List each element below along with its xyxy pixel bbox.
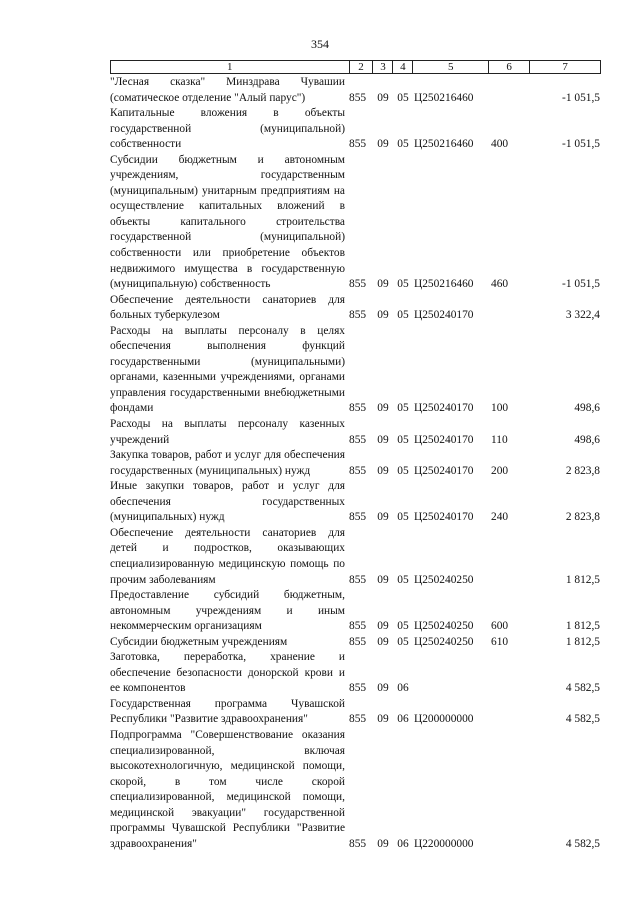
- row-ministry-code: 855: [349, 837, 367, 850]
- row-ministry-code: 855: [349, 511, 367, 524]
- row-target-article: Ц250240250: [414, 573, 474, 586]
- row-ministry-code: 855: [349, 620, 367, 633]
- row-description: Закупка товаров, работ и услуг для обеспечения государственных (муниципальных) нужд: [110, 449, 345, 477]
- row-subsection: 05: [397, 573, 409, 586]
- row-section: 09: [377, 682, 389, 695]
- row-amount: 498,6: [574, 433, 600, 446]
- row-subsection: 05: [397, 278, 409, 291]
- row-ministry-code: 855: [349, 635, 367, 648]
- table-row: [110, 588, 601, 635]
- row-ministry-code: 855: [349, 433, 367, 446]
- row-section: 09: [377, 837, 389, 850]
- table-row: [110, 324, 601, 417]
- table-row: [110, 526, 601, 588]
- row-target-article: Ц250240170: [414, 511, 474, 524]
- header-col-3: 3: [373, 61, 393, 73]
- row-description: Расходы на выплаты персоналу казенных учреждений: [110, 418, 345, 446]
- row-amount: 1 812,5: [565, 635, 600, 648]
- row-description: Государственная программа Чувашской Республики "Развитие здравоохранения": [110, 697, 345, 726]
- row-subsection: 06: [397, 837, 409, 850]
- row-description: Иные закупки товаров, работ и услуг для обеспечения государственных (муниципальных) нужд: [110, 480, 345, 524]
- table-row: [110, 293, 601, 324]
- row-target-article: Ц250240170: [414, 402, 474, 415]
- row-expense-type: 460: [491, 278, 509, 291]
- row-description: Обеспечение деятельности санаториев для больных туберкулезом: [110, 293, 345, 322]
- row-ministry-code: 855: [349, 402, 367, 415]
- row-amount: 4 582,5: [565, 713, 600, 726]
- row-subsection: 06: [397, 682, 409, 695]
- row-expense-type: 600: [491, 620, 509, 633]
- header-col-7: 7: [530, 61, 601, 73]
- row-subsection: 05: [397, 635, 409, 648]
- header-col-2: 2: [350, 61, 374, 73]
- row-section: 09: [377, 713, 389, 726]
- row-subsection: 05: [397, 464, 409, 477]
- row-description: "Лесная сказка" Минздрава Чувашии (соматическое отделение "Алый парус"): [110, 76, 345, 104]
- row-description: Подпрограмма "Совершенствование оказания специализированной, включая высокотехнологичную, медицинской помощи, скорой, в том числе скорой специализированной, медицинской помощи, медицинской эвакуации" государственной программы Чувашской Республики "Развитие здравоохранения": [110, 728, 345, 850]
- row-amount: 4 582,5: [565, 682, 600, 695]
- row-subsection: 06: [397, 713, 409, 726]
- row-ministry-code: 855: [349, 138, 367, 151]
- table-row: [110, 75, 601, 106]
- row-description: Капитальные вложения в объекты государственной (муниципальной) собственности: [110, 107, 345, 151]
- row-expense-type: 240: [491, 511, 509, 524]
- row-section: 09: [377, 433, 389, 446]
- row-ministry-code: 855: [349, 464, 367, 477]
- table-header: [110, 60, 601, 74]
- row-target-article: Ц250240170: [414, 433, 474, 446]
- table-row: [110, 153, 601, 293]
- row-subsection: 05: [397, 309, 409, 322]
- table-row: [110, 106, 601, 153]
- row-ministry-code: 855: [349, 682, 367, 695]
- row-subsection: 05: [397, 433, 409, 446]
- row-expense-type: 200: [491, 464, 509, 477]
- row-section: 09: [377, 278, 389, 291]
- row-description: Расходы на выплаты персоналу в целях обеспечения выполнения функций государственными (муниципальными) органами, казенными учреждениями, органами управления государственными внебюджетными фондами: [110, 324, 345, 415]
- row-subsection: 05: [397, 511, 409, 524]
- table-row: [110, 417, 601, 448]
- header-col-5: 5: [413, 61, 489, 73]
- row-amount: 2 823,8: [565, 464, 600, 477]
- header-col-1: 1: [111, 61, 350, 73]
- row-amount: 2 823,8: [565, 511, 600, 524]
- row-section: 09: [377, 635, 389, 648]
- row-section: 09: [377, 573, 389, 586]
- row-subsection: 05: [397, 620, 409, 633]
- row-amount: 3 322,4: [565, 309, 600, 322]
- row-ministry-code: 855: [349, 573, 367, 586]
- table-row: [110, 650, 601, 697]
- table-row: [110, 448, 601, 479]
- table-row: [110, 728, 601, 852]
- row-target-article: Ц250240170: [414, 464, 474, 477]
- row-description: Субсидии бюджетным учреждениям: [110, 635, 288, 648]
- row-section: 09: [377, 402, 389, 415]
- row-subsection: 05: [397, 91, 409, 104]
- row-description: Предоставление субсидий бюджетным, автономным учреждениям и иным некоммерческим организациям: [110, 589, 345, 633]
- row-target-article: Ц250240250: [414, 635, 474, 648]
- row-description: Обеспечение деятельности санаториев для детей и подростков, оказывающих специализированную медицинскую помощь по прочим заболеваниям: [110, 526, 345, 586]
- row-target-article: Ц250216460: [414, 138, 474, 151]
- row-section: 09: [377, 138, 389, 151]
- row-amount: 1 812,5: [565, 620, 600, 633]
- row-expense-type: 110: [491, 433, 508, 446]
- row-expense-type: 610: [491, 635, 509, 648]
- row-subsection: 05: [397, 138, 409, 151]
- table-row: [110, 697, 601, 728]
- row-description: Заготовка, переработка, хранение и обеспечение безопасности донорской крови и ее компонентов: [110, 651, 345, 695]
- row-ministry-code: 855: [349, 713, 367, 726]
- row-description: Субсидии бюджетным и автономным учреждениям, государственным (муниципальным) унитарным предприятиям на осуществление капитальных вложений в объекты капитального строительства государственной (муниципальной) собственности или приобретение объектов недвижимого имущества в государственную (муниципальную) собственность: [110, 153, 345, 291]
- row-expense-type: 400: [491, 138, 509, 151]
- row-subsection: 05: [397, 402, 409, 415]
- row-section: 09: [377, 511, 389, 524]
- row-ministry-code: 855: [349, 278, 367, 291]
- table-row: [110, 635, 601, 651]
- header-col-4: 4: [393, 61, 413, 73]
- row-target-article: Ц250216460: [414, 278, 474, 291]
- row-target-article: Ц250216460: [414, 91, 474, 104]
- row-amount: 1 812,5: [565, 573, 600, 586]
- table-body: [110, 75, 601, 852]
- row-expense-type: 100: [491, 402, 509, 415]
- row-amount: -1 051,5: [562, 91, 600, 104]
- row-target-article: Ц250240170: [414, 309, 474, 322]
- row-amount: -1 051,5: [562, 138, 600, 151]
- row-target-article: Ц220000000: [414, 837, 474, 850]
- page-number: 354: [311, 37, 329, 51]
- row-target-article: Ц250240250: [414, 620, 474, 633]
- row-section: 09: [377, 91, 389, 104]
- row-amount: 4 582,5: [565, 837, 600, 850]
- row-ministry-code: 855: [349, 91, 367, 104]
- row-section: 09: [377, 309, 389, 322]
- row-section: 09: [377, 464, 389, 477]
- row-ministry-code: 855: [349, 309, 367, 322]
- row-amount: -1 051,5: [562, 278, 600, 291]
- row-target-article: Ц200000000: [414, 713, 474, 726]
- table-row: [110, 479, 601, 526]
- row-amount: 498,6: [574, 402, 600, 415]
- header-col-6: 6: [489, 61, 530, 73]
- row-section: 09: [377, 620, 389, 633]
